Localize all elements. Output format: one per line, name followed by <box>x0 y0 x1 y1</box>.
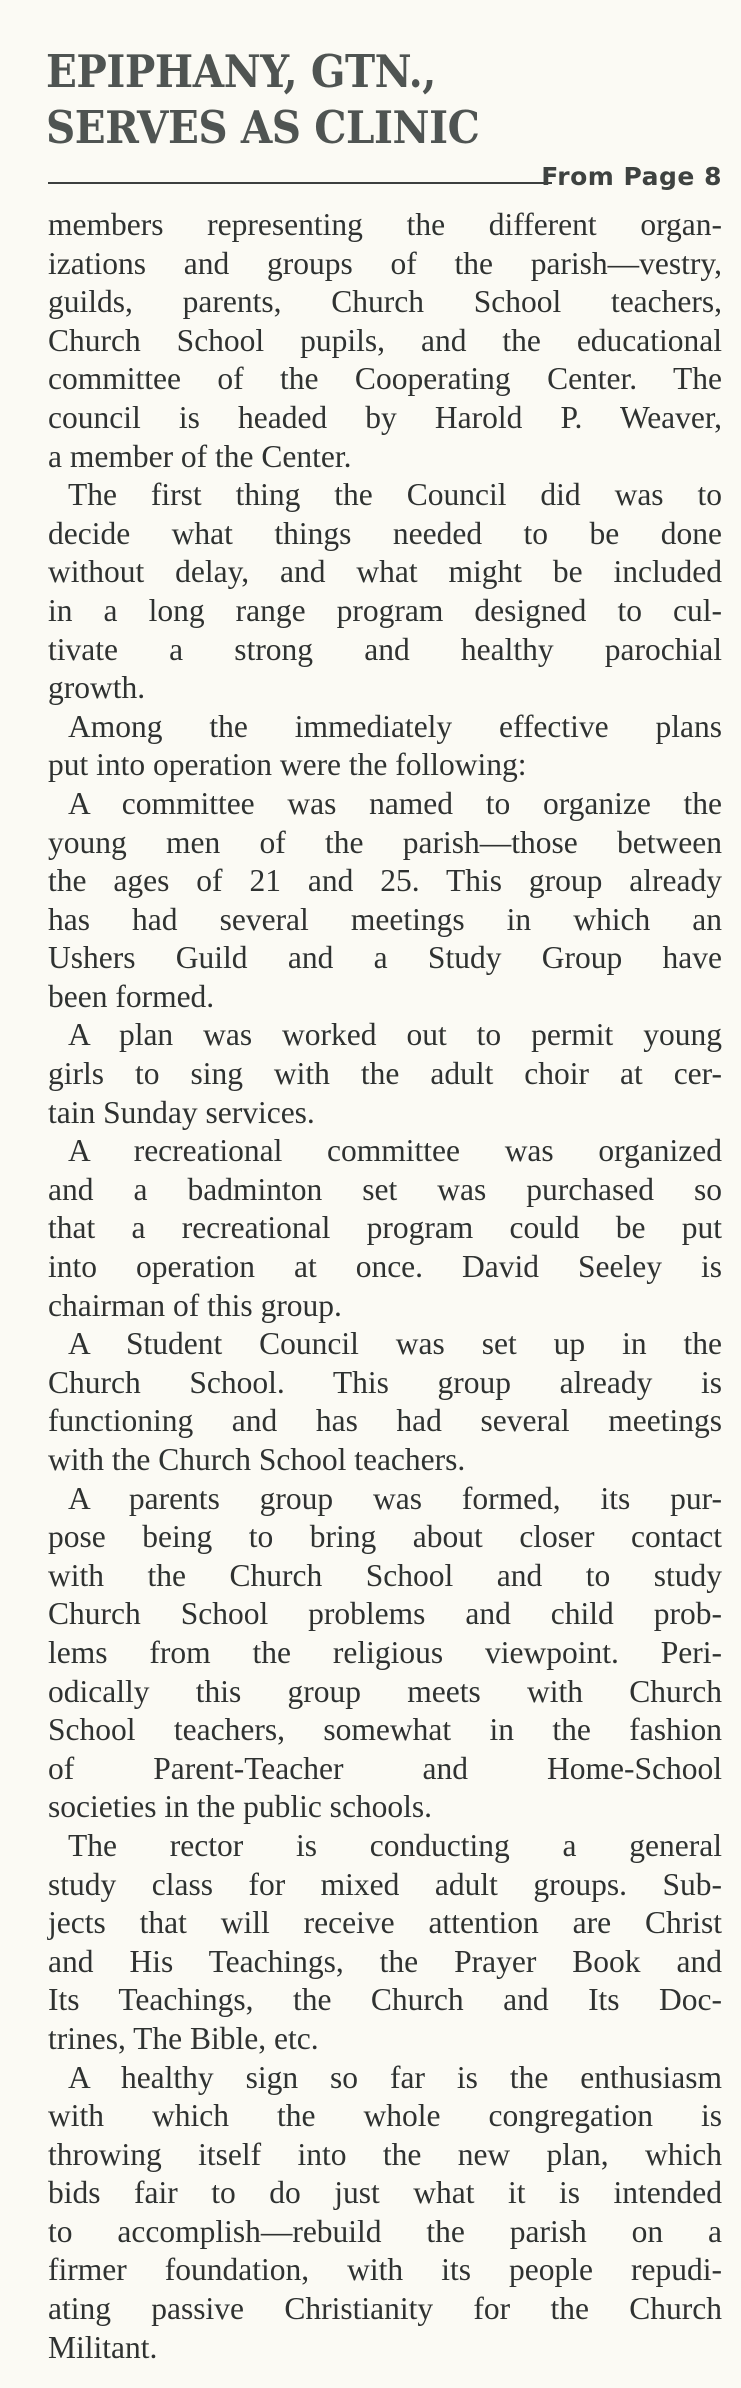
text-line: functioning and has had several meetings <box>48 1403 722 1439</box>
text-line: izations and groups of the parish—vestry, <box>48 245 722 281</box>
text-line: Militant. <box>48 2329 158 2365</box>
text-line: without delay, and what might be included <box>48 554 722 590</box>
paragraph <box>48 785 722 1017</box>
text-line: Church School pupils, and the educational <box>48 322 722 358</box>
text-line: decide what things needed to be done <box>48 515 722 551</box>
text-line: chairman of this group. <box>48 1287 342 1323</box>
text-line: A Student Council was set up in the <box>68 1326 722 1362</box>
paragraph <box>48 1325 722 1479</box>
text-line: been formed. <box>48 978 215 1014</box>
paragraph <box>48 1480 722 1827</box>
text-line: A healthy sign so far is the enthusiasm <box>68 2059 722 2095</box>
text-line: A committee was named to organize the <box>68 785 722 821</box>
text-line: bids fair to do just what it is intended <box>48 2175 722 2211</box>
continued-from-label: From Page 8 <box>541 162 722 191</box>
paragraph <box>48 476 722 708</box>
paragraph <box>48 1827 722 2059</box>
text-line: to accomplish—rebuild the parish on a <box>48 2213 722 2249</box>
text-line: with the Church School and to study <box>48 1557 722 1593</box>
continued-from-line <box>48 162 722 192</box>
paragraph <box>48 1132 722 1325</box>
text-line: with the Church School teachers. <box>48 1442 466 1477</box>
text-line: The first thing the Council did was to <box>68 477 722 513</box>
paragraph <box>48 2059 722 2368</box>
text-line: tivate a strong and healthy parochial <box>48 631 722 667</box>
text-line: pose being to bring about closer contact <box>48 1519 722 1555</box>
text-line: has had several meetings in which an <box>48 901 722 937</box>
article-body <box>48 206 722 2367</box>
text-line: with which the whole congregation is <box>48 2098 722 2134</box>
text-line: guilds, parents, Church School teachers, <box>48 284 722 320</box>
text-line: societies in the public schools. <box>48 1789 433 1825</box>
text-line: jects that will receive attention are Christ <box>48 1905 722 1941</box>
paragraph <box>48 1016 722 1132</box>
text-line: members representing the different organ- <box>48 207 722 242</box>
text-line: Its Teachings, the Church and Its Doc- <box>48 1982 722 2018</box>
text-line: and a badminton set was purchased so <box>48 1171 722 1207</box>
text-line: ating passive Christianity for the Church <box>48 2291 722 2327</box>
text-line: girls to sing with the adult choir at cer- <box>48 1056 722 1092</box>
text-line: growth. <box>48 670 146 706</box>
text-line: of Parent-Teacher and Home-School <box>48 1750 722 1786</box>
text-line: throwing itself into the new plan, which <box>48 2136 722 2172</box>
text-line: trines, The Bible, etc. <box>48 2020 319 2056</box>
text-line: Ushers Guild and a Study Group have <box>48 940 722 976</box>
paragraph <box>48 206 722 476</box>
text-line: study class for mixed adult groups. Sub- <box>48 1866 722 1902</box>
text-line: in a long range program designed to cul- <box>48 592 722 628</box>
headline-line: EPIPHANY, GTN., <box>46 45 436 98</box>
text-line: A plan was worked out to permit young <box>68 1017 722 1053</box>
divider-rule <box>48 182 552 184</box>
text-line: council is headed by Harold P. Weaver, <box>48 399 722 435</box>
text-line: tain Sunday services. <box>48 1094 315 1130</box>
paragraph <box>48 708 722 785</box>
text-line: odically this group meets with Church <box>48 1673 722 1709</box>
text-line: firmer foundation, with its people repudi- <box>48 2252 722 2288</box>
headline-line: SERVES AS CLINIC <box>46 101 480 154</box>
text-line: Among the immediately effective plans <box>68 708 722 744</box>
text-line: the ages of 21 and 25. This group already <box>48 863 722 899</box>
headline <box>46 44 479 156</box>
text-line: The rector is conducting a general <box>68 1827 722 1863</box>
text-line: young men of the parish—those between <box>48 824 722 860</box>
text-line: lems from the religious viewpoint. Peri- <box>48 1634 722 1670</box>
text-line: Church School. This group already is <box>48 1364 722 1400</box>
text-line: put into operation were the following: <box>48 747 527 783</box>
text-line: that a recreational program could be put <box>48 1210 722 1246</box>
text-line: into operation at once. David Seeley is <box>48 1249 722 1285</box>
text-line: and His Teachings, the Prayer Book and <box>48 1943 722 1979</box>
text-line: School teachers, somewhat in the fashion <box>48 1712 722 1748</box>
text-line: A parents group was formed, its pur- <box>68 1480 722 1516</box>
text-line: Church School problems and child prob- <box>48 1596 722 1632</box>
text-line: A recreational committee was organized <box>68 1133 722 1169</box>
text-line: committee of the Cooperating Center. The <box>48 361 722 397</box>
text-line: a member of the Center. <box>48 438 352 474</box>
